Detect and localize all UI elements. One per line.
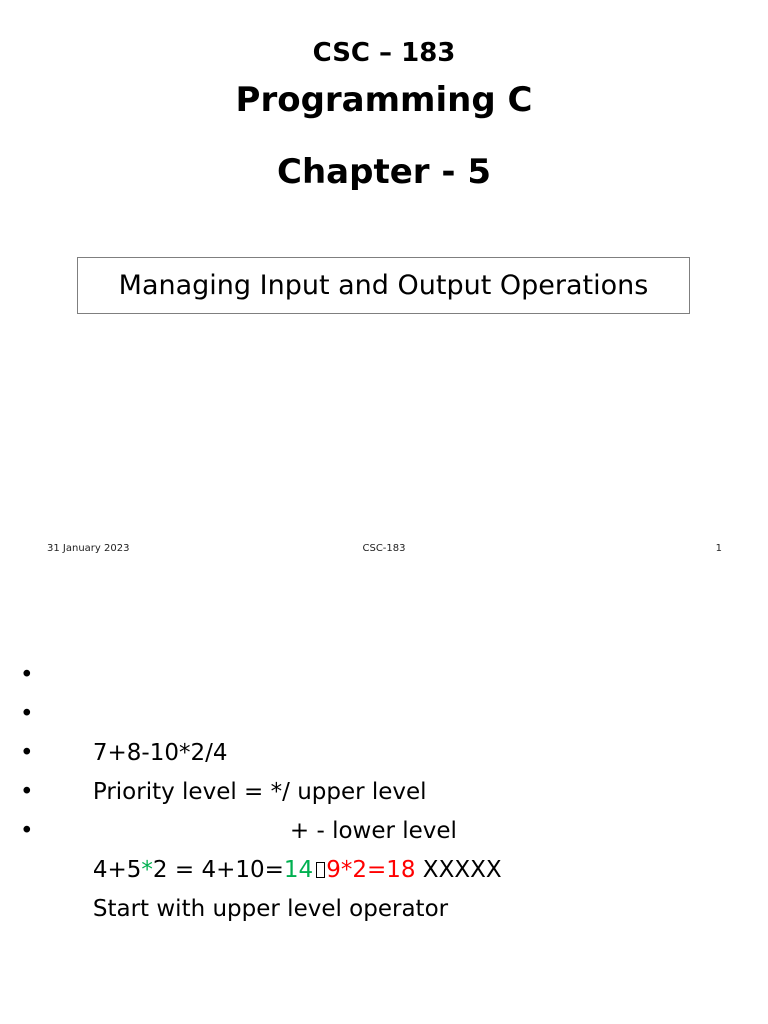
bullet-text: Start with upper level operator	[92, 896, 449, 922]
subtitle-box	[77, 257, 690, 314]
bullet-dot: •	[20, 740, 34, 766]
highlight-operator: *	[141, 857, 153, 883]
content-slide	[0, 590, 768, 1024]
expression-part: 2 = 4+10=	[152, 857, 284, 883]
footer-page-number: 1	[715, 543, 722, 554]
bullet-dot: •	[20, 662, 34, 688]
chapter-heading: Chapter - 5	[277, 152, 491, 192]
bullet-text: + - lower level	[289, 818, 457, 844]
footer-date: 31 January 2023	[47, 543, 130, 554]
wrong-marker: XXXXX	[415, 857, 502, 883]
footer-course: CSC-183	[362, 543, 406, 554]
bullet-dot: •	[20, 779, 34, 805]
bullet-item	[20, 656, 502, 766]
bullet-text: Priority level = */ upper level	[92, 779, 427, 805]
course-code: CSC – 183	[312, 38, 456, 68]
correct-result: 14	[283, 857, 314, 883]
bullet-text: 7+8-10*2/4	[92, 740, 228, 766]
missing-glyph-box	[316, 862, 325, 878]
expression-part: 4+5	[92, 857, 142, 883]
wrong-result: 9*2=18	[326, 857, 416, 883]
bullet-dot: •	[20, 701, 34, 727]
bullet-list	[20, 656, 502, 922]
bullet-dot: •	[20, 818, 34, 844]
subtitle-text: Managing Input and Output Operations	[118, 270, 649, 301]
course-title: Programming C	[235, 80, 533, 120]
